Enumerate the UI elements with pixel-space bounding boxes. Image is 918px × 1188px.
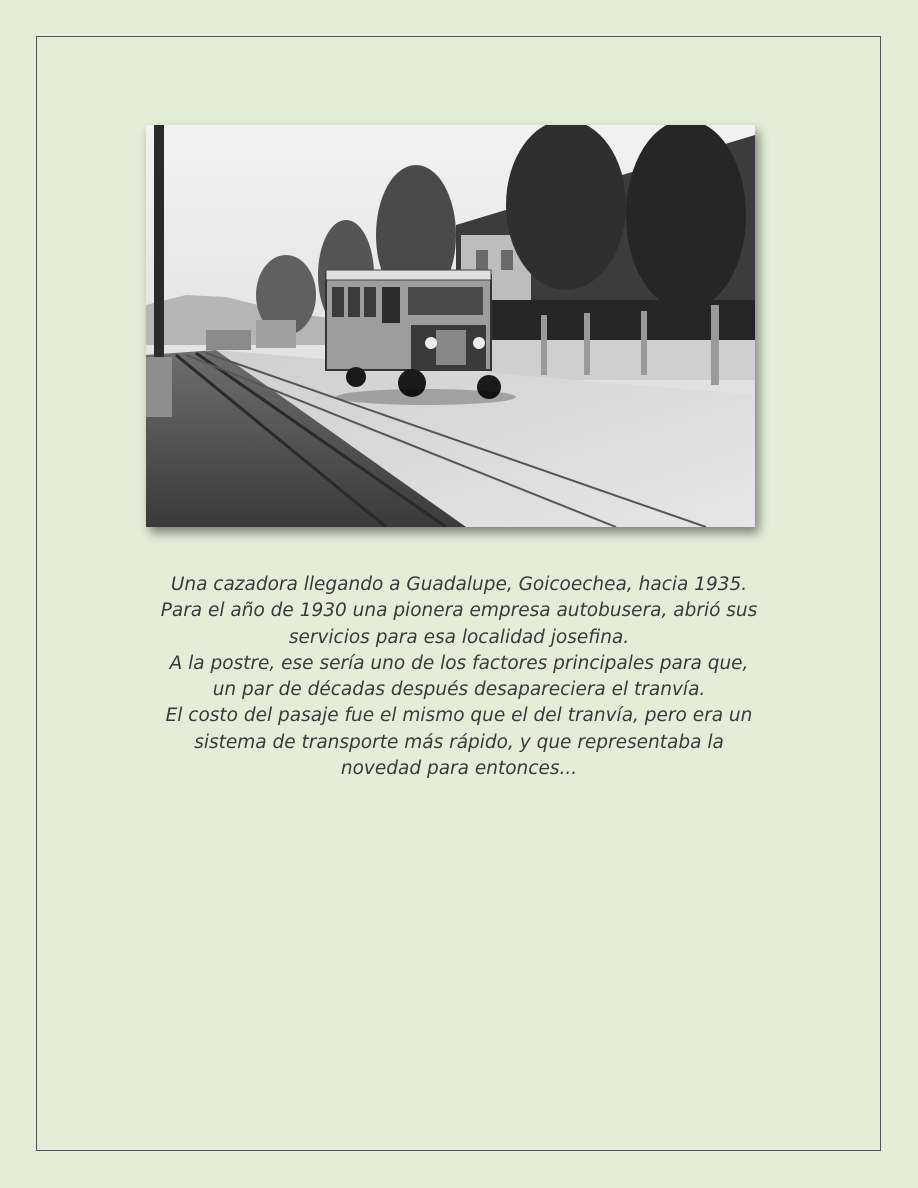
photo-caption	[100, 572, 818, 782]
caption-line: Para el año de 1930 una pionera empresa autobusera, abrió sus	[160, 600, 758, 622]
caption-line: sistema de transporte más rápido, y que representaba la	[194, 731, 724, 753]
caption-line: servicios para esa localidad josefina.	[288, 626, 630, 648]
bus-photo	[146, 125, 755, 527]
caption-line: Una cazadora llegando a Guadalupe, Goicoechea, hacia 1935.	[170, 574, 748, 595]
caption-line: novedad para entonces...	[340, 758, 578, 780]
caption-line: A la postre, ese sería uno de los factores principales para que,	[169, 652, 749, 674]
caption-line: un par de décadas después desapareciera el tranvía.	[212, 679, 706, 701]
caption-line: El costo del pasaje fue el mismo que el del tranvía, pero era un	[165, 705, 753, 727]
